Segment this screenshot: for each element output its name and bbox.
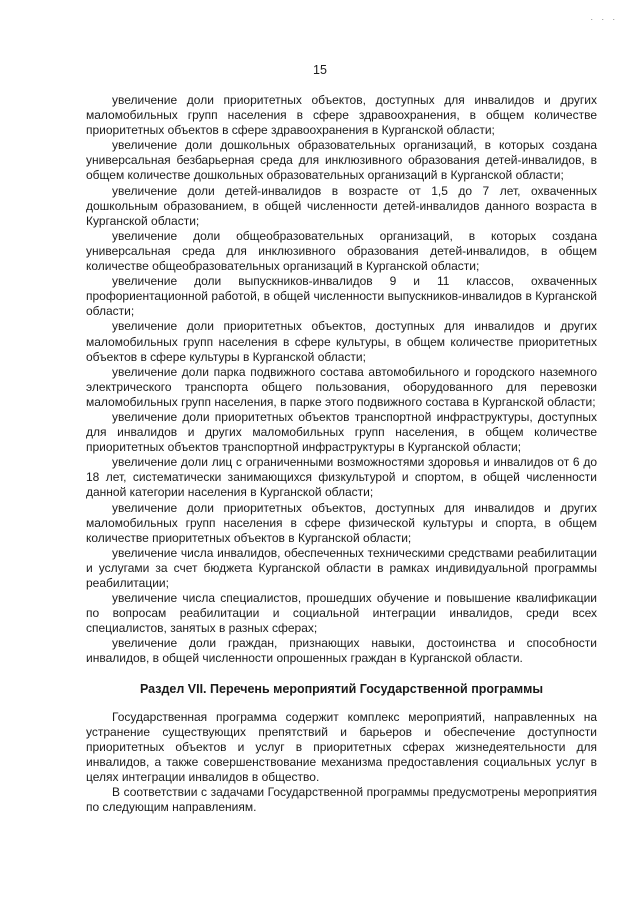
paragraph: увеличение доли выпускников-инвалидов 9 и 11 классов, охваченных профориентационной работой, в общей численности выпускников-инвалидов в Курганской области; bbox=[86, 274, 597, 319]
paragraph: увеличение доли приоритетных объектов транспортной инфраструктуры, доступных для инвалидов и других маломобильных групп населения, в общем количестве приоритетных объектов транспортной инфраструктуры в Курганской области; bbox=[86, 409, 597, 455]
paragraph: увеличение доли приоритетных объектов, доступных для инвалидов и других маломобильных групп населения в сфере здравоохранения, в общем количестве приоритетных объектов в сфере здравоохранения в Курганской области; bbox=[86, 93, 597, 138]
paragraph: Государственная программа содержит комплекс мероприятий, направленных на устранение существующих препятствий и барьеров и обеспечение доступности приоритетных объектов и услуг в приоритетных сферах жизнедеятельности для инвалидов, а также совершенствование механизма предоставления социальных услуг в целях интеграции инвалидов в общество. bbox=[86, 709, 597, 784]
paragraph: увеличение доли лиц с ограниченными возможностями здоровья и инвалидов от 6 до 18 лет, систематически занимающихся физкультурой и спортом, в общей численности данной категории населения в Курганской области; bbox=[86, 455, 597, 500]
paragraph: В соответствии с задачами Государственной программы предусмотрены мероприятия по следующим направлениям. bbox=[86, 785, 597, 815]
paragraph: увеличение доли общеобразовательных организаций, в которых создана универсальная среда для инклюзивного образования детей-инвалидов, в общем количестве общеобразовательных организаций в Курганской области; bbox=[86, 228, 597, 274]
paragraph: увеличение доли приоритетных объектов, доступных для инвалидов и других маломобильных групп населения в сфере физической культуры и спорта, в общем количестве приоритетных объектов в Курганской области; bbox=[86, 500, 597, 545]
section-heading: Раздел VII. Перечень мероприятий Государственной программы bbox=[139, 681, 543, 696]
paragraph: увеличение доли парка подвижного состава автомобильного и городского наземного электрического транспорта общего пользования, оборудованного для перевозки маломобильных групп населения, в парке этого подвижного состава в Курганской области; bbox=[86, 364, 597, 409]
document-body bbox=[86, 93, 597, 815]
paragraph: увеличение доли дошкольных образовательных организаций, в которых создана универсальная безбарьерная среда для инклюзивного образования детей-инвалидов, в общем количестве дошкольных образовательных организаций в Курганской области; bbox=[86, 138, 597, 183]
paragraph: увеличение доли детей-инвалидов в возрасте от 1,5 до 7 лет, охваченных дошкольным образованием, в общей численности детей-инвалидов данного возраста в Курганской области; bbox=[86, 183, 597, 228]
corner-marks: . . . bbox=[590, 12, 618, 22]
paragraph: увеличение числа инвалидов, обеспеченных техническими средствами реабилитации и услугами за счет бюджета Курганской области в рамках индивидуальной программы реабилитации; bbox=[86, 545, 597, 590]
page-number: 15 bbox=[313, 63, 327, 77]
paragraph: увеличение доли приоритетных объектов, доступных для инвалидов и других маломобильных групп населения в сфере культуры, в общем количестве приоритетных объектов в сфере культуры в Курганской области; bbox=[86, 319, 597, 364]
paragraph: увеличение доли граждан, признающих навыки, достоинства и способности инвалидов, в общей численности опрошенных граждан в Курганской области. bbox=[86, 636, 597, 666]
paragraph: увеличение числа специалистов, прошедших обучение и повышение квалификации по вопросам реабилитации и социальной интеграции инвалидов, среди всех специалистов, занятых в разных сферах; bbox=[86, 591, 597, 636]
